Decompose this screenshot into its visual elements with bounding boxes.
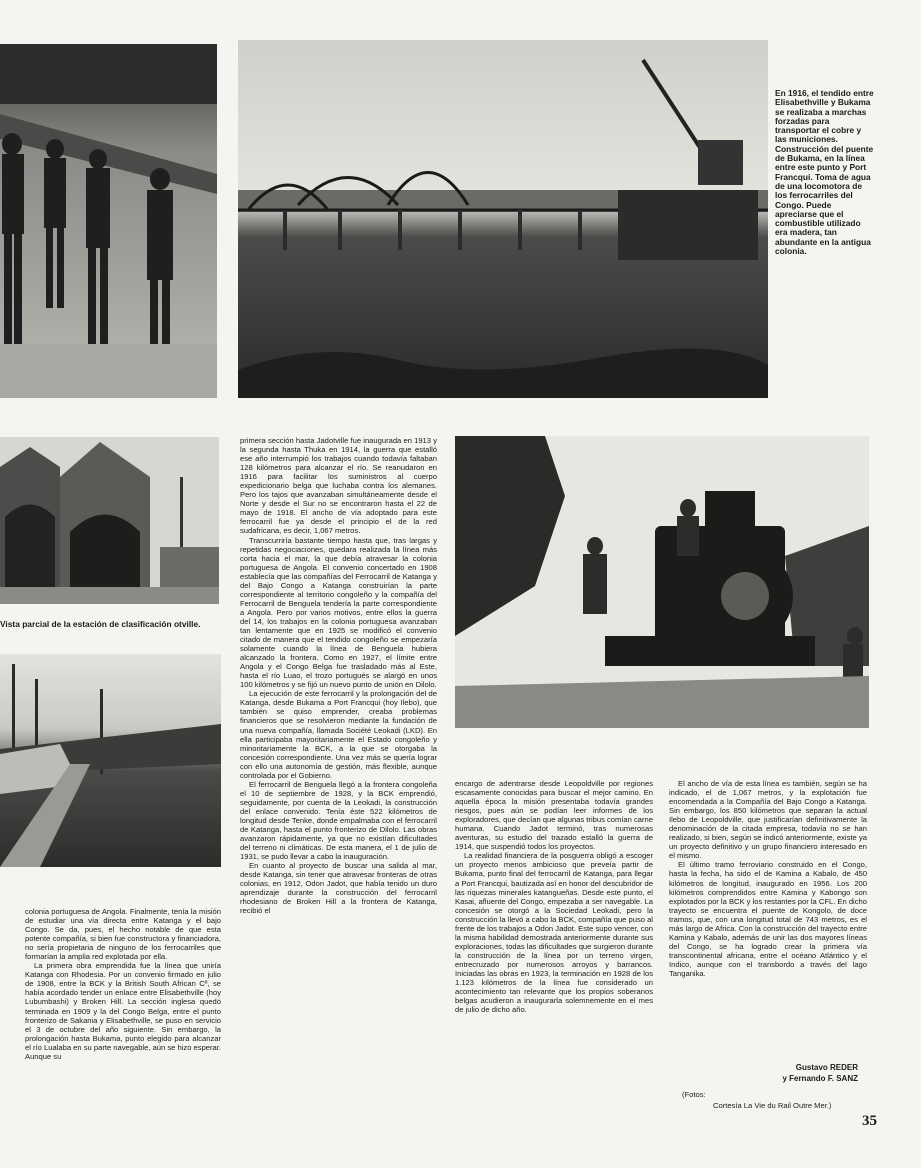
text-column-3 bbox=[455, 779, 653, 1143]
author-1: Gustavo REDER bbox=[795, 1063, 858, 1072]
text-column-1 bbox=[25, 907, 221, 1137]
paragraph: primera sección hasta Jadotville fue inaugurada en 1913 y la segunda hasta Thuka en 1914, la guerra que estalló ese año interrumpió los trabajos cuando todavía faltaban 128 kilómetros para alcanzar el río. Se reanudaron en 1916 para facilitar los suministros al cuerpo expedicionario belga que luchaba contra los alemanes. Pero los tajos que avanzaban simultáneamente desde el Norte y desde el Sur no se encontraron hasta el 22 de mayo de 1918. El ancho de vía adoptado para este ferrocarril fue ya desde el principio el de la red sudafricana, es decir, 1,067 metros. bbox=[240, 436, 437, 536]
photo-workers-carrying-logs bbox=[0, 44, 217, 398]
caption-bridge-photo: En 1916, el tendido entre Elisabethville y Bukama se realizaba a marchas forzadas para transportar el cobre y las municiones. Construcción del puente de Bukama, en la línea entre este punto y Port Francqui. Toma de agua de una locomotora de los ferrocarriles del Congo. Puede apreciarse que el combustible utilizado era madera, tan abundante en la antigua colonia. bbox=[775, 88, 874, 257]
paragraph: El ferrocarril de Benguela llegó a la frontera congoleña el 10 de septiembre de 1928, y la BCK emprendió, seguidamente, por cuenta de la Leokadi, la construcción del enlace convenido. Tenía éste 522 kilómetros de longitud desde Tenke, donde empalmaba con el ferrocarril de Katanga, hasta el punto fronterizo de Dilolo. Las obras avanzaron rápidamente, ya que no existían dificultades del terreno ni climáticas. De esta manera, el 1 de julio de 1931, se pudo llevar a cabo la inauguración. bbox=[240, 779, 437, 862]
photo-credit-source: Cortesía La Vie du Rail Outre Mer.) bbox=[713, 1101, 832, 1110]
paragraph: colonia portuguesa de Angola. Finalmente, tenía la misión de estudiar una vía directa entre Katanga y el bajo Congo. Se da, pues, el hecho notable de que esta potente compañía, si bien fue constructora y financiadora, no sería propietaria de ninguno de los ferrocarriles que formarían la amplia red explotada por ella. bbox=[25, 907, 221, 962]
paragraph: El último tramo ferroviario construido en el Congo, hasta la fecha, ha sido el de Kamina a Kabalo, de 450 kilómetros de longitud, inaugurado en 1956. Los 200 kilómetros comprendidos entre Kamina y Kabongo son explotados por la BCK y los restantes por la CFL. En dicho trayecto se encuentra el puente de Kongolo, de doce tramos, que, con una longitud total de 743 metros, es el más largo de Africa. Con la construcción del trayecto entre Kamina y Kabalo, además de unir las dos mayores líneas del Congo, se ha logrado crear la primera vía transcontinental africana, entre el océano Atlántico y el Indico, aunque con el transbordo a través del lago Tanganika. bbox=[669, 860, 867, 978]
paragraph: La realidad financiera de la posguerra obligó a escoger un proyecto menos ambicioso que preveía partir de Bukama, punto final del ferrocarril de Katanga, para llegar a Port Francqui, bautizada así en honor del descubridor de las riquezas minerales katangueñas. Desde este punto, el Kasai, afluente del Congo, empezaba a ser navegable. La concesión se otorgó a la Sociedad Leokadi, pero la construcción la llevó a cabo la BCK, compañía que puso al frente de los trabajos a Odon Jadot. Este supo vencer, con la misma habilidad demostrada anteriormente durante sus exploraciones, todas las dificultades que surgieron durante la construcción de la línea por un terreno virgen, entrecruzado por numerosos arroyos y barrancos. Iniciadas las obras en 1923, la terminación en 1928 de los 1.123 kilómetros de la línea fue considerado un acontecimiento tan relevante que los propios soberanos belgas acudieron a inaugurarla solemnemente en el mes de julio de dicho año. bbox=[455, 851, 653, 1015]
author-2: y Fernando F. SANZ bbox=[782, 1074, 858, 1083]
photo-locomotive-water-intake bbox=[455, 436, 869, 728]
paragraph: Transcurriría bastante tiempo hasta que, tras largas y repetidas negociaciones, quedara realizada la línea más corta hacia el mar, la que debía atravesar la colonia portuguesa de Angola. El convenio concertado en 1908 establecía que las compañías del Ferrocarril de Katanga y del Bajo Congo a Katanga construirían la parte correspondiente al territorio congoleño y la compañía del Ferrocarril de Benguela tendería la parte correspondiente a Angola. Pero por varios motivos, entre ellos la guerra del 14, los trabajos en la colonia portuguesa avanzaban tan lentamente que en 1925 se modificó el convenio citado de manera que el tendido congoleño se empezaría solamente cuando la línea de Benguela hubiera alcanzado la frontera. Como en 1927, el límite entre Angola y el Congo Belga fue trasladado más al Este, hasta el río Luao, el trozo portugués se alargó en unos 100 kilómetros y se fijó un nuevo punto de unión en Dilolo. bbox=[240, 535, 437, 690]
paragraph: La primera obra emprendida fue la línea que uniría Katanga con Rhodesia. Por un convenio firmado en julio de 1908, entre la BCK y la British South African Cº, se había acordado tender un enlace entre Elisabethville (hoy Lubumbashi) y Broken Hill. La sección inglesa quedó terminada en 1909 y la del Congo Belga, entre el punto fronterizo de Sakania y Elisabethville, se puso en servicio el 3 de octubre del año siguiente. Sin embargo, la prolongación hasta Bukama, punto elegido para alcanzar el río Lualaba en su parte navegable, aún se hizo esperar. Aunque su bbox=[25, 961, 221, 1061]
paragraph: El ancho de vía de esta línea es también, según se ha indicado, el de 1,067 metros, y la explotación fue encomendada a la Compañía del Bajo Congo a Katanga. Sin embargo, los 850 kilómetros que separan la actual Ilebo de Leopoldville, que justificarían definitivamente la denominación de la citada empresa, todavía no se han realizado, si bien, según se indicó anteriormente, existe ya un proyecto definitivo y un grupo financiero interesado en el mismo. bbox=[669, 779, 867, 861]
paragraph: En cuanto al proyecto de buscar una salida al mar, desde Katanga, sin tener que atravesar fronteras de otras colonias, en 1912, Odon Jadot, que había tenido un duro aprendizaje durante la construcción del ferrocarril rhodesiano de Broken Hill a la frontera de Katanga, recibió el bbox=[240, 861, 437, 916]
photo-credit-label: (Fotos: bbox=[682, 1090, 706, 1099]
paragraph: encargo de adentrarse desde Leopoldville por regiones escasamente conocidas para buscar el mejor camino. En aquella época la misión presentaba todavía grandes riesgos, pues aún se podían leer informes de los exploradores, que decían que algunas tribus comían carne humana. Cuando Jadot terminó, tras numerosas aventuras, su estudio del trazado estalló la guerra de 1914, que suspendió todos los proyectos. bbox=[455, 779, 653, 852]
text-column-2 bbox=[240, 436, 437, 1146]
caption-station-photo: Vista parcial de la estación de clasificación otville. bbox=[0, 619, 201, 629]
photo-railway-yard bbox=[0, 654, 221, 867]
photo-station-depot bbox=[0, 437, 219, 604]
page-number: 35 bbox=[862, 1113, 877, 1129]
text-column-4 bbox=[669, 779, 867, 1051]
paragraph: La ejecución de este ferrocarril y la prolongación del de Katanga, desde Bukama a Port Francqui (hoy Ilebo), que también se quiso emprender, creaba problemas financieros que se resolvieron mediante la fundación de una nueva compañía, llamada Société Leokadi (LKD). En ella participaba mayoritariamente el Estado congoleño y minoritariamente la BCK, a la que se otorgaba la concesión correspondiente. Una vez más se quería lograr con ello una autonomía de gestión, más flexible, aunque controlada por el Gobierno. bbox=[240, 689, 437, 780]
photo-bukama-bridge bbox=[238, 40, 768, 398]
